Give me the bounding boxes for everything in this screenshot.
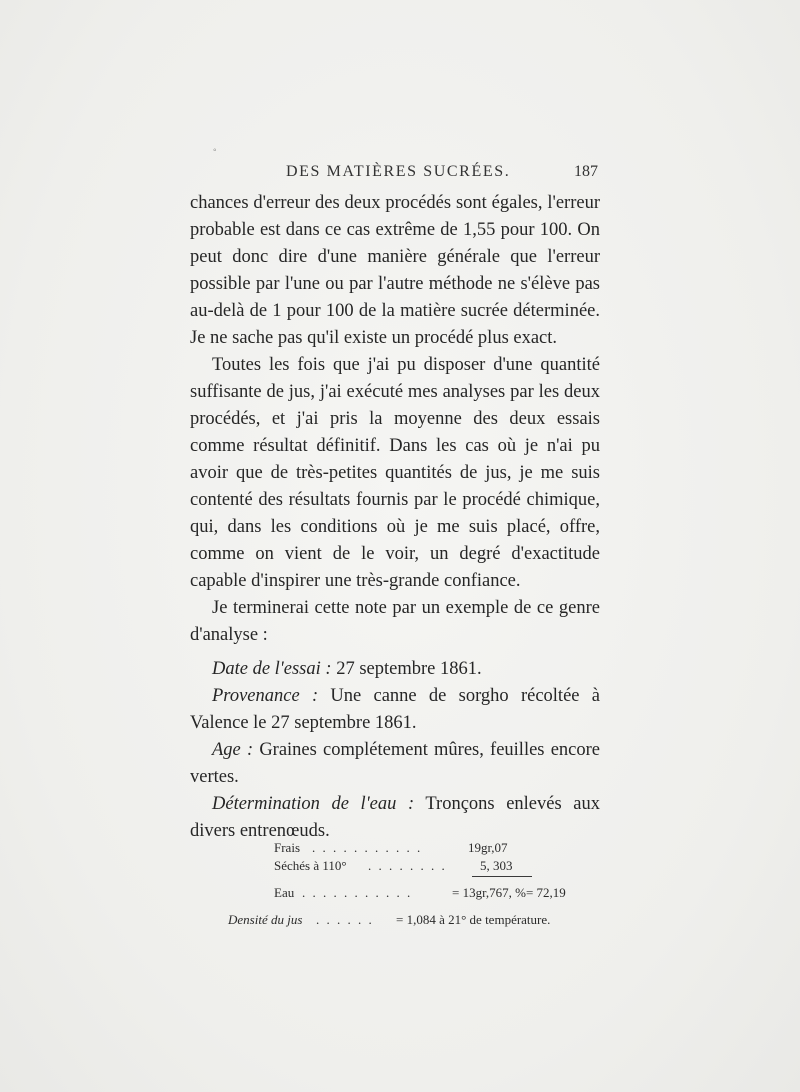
row-value: 19gr,07: [468, 840, 508, 855]
leader-dots: . . . . . .: [316, 912, 374, 927]
page-number: 187: [574, 163, 598, 180]
paragraph: Je terminerai cette note par un exemple de ce genre d'analyse :: [190, 598, 600, 645]
ink-speck: ◦: [213, 145, 217, 156]
entry-date: [190, 656, 600, 683]
leader-dots: . . . . . . . .: [368, 858, 447, 873]
row-label: Eau: [274, 885, 295, 900]
row-value: = 13gr,767, %= 72,19: [452, 885, 566, 900]
body-text: [190, 190, 600, 845]
entry-label: Provenance :: [212, 686, 319, 706]
table-row: [190, 858, 610, 876]
leader-dots: . . . . . . . . . . .: [312, 840, 423, 855]
row-label: Densité du jus: [228, 912, 303, 927]
paragraph: Toutes les fois que j'ai pu disposer d'une quantité suffisante de jus, j'ai exécuté mes analyses par les deux procédés, et j'ai pris la moyenne des deux essais comme résultat définitif. Dans les cas où je n'ai pu avoir que de très-petites quantités de jus, je me suis contenté des résultats fournis par le procédé chimique, qui, dans les conditions où je me suis placé, offre, comme on vient de le voir, un degré d'exactitude capable d'inspirer une très-grande confiance.: [190, 355, 600, 591]
entry-text: Tronçons enlevés aux divers entrenœuds.: [190, 794, 600, 841]
entry-text: 27 septembre 1861.: [331, 659, 482, 679]
row-value: = 1,084 à 21° de température.: [396, 912, 551, 927]
running-title: DES MATIÈRES SUCRÉES.: [286, 163, 511, 180]
table-row: [190, 840, 610, 858]
entry-text: Une canne de sorgho récoltée à Valence le 27 septembre 1861.: [190, 686, 600, 733]
table-row: [190, 885, 610, 903]
entry-provenance: [190, 683, 600, 737]
paragraph-continued: chances d'erreur des deux procédés sont égales, l'erreur probable est dans ce cas extrême de 1,55 pour 100. On peut donc dire d'une manière générale que l'erreur possible par l'une ou par l'autre méthode ne s'élève pas au-delà de 1 pour 100 de la matière sucrée déterminée. Je ne sache pas qu'il existe un procédé plus exact.: [190, 193, 600, 348]
row-label: Frais: [274, 840, 300, 855]
running-head: [190, 163, 600, 187]
entry-water: [190, 791, 600, 845]
entry-label: Age :: [212, 740, 254, 760]
row-value: 5, 303: [480, 858, 513, 873]
table-row: [190, 912, 610, 930]
entry-label: Date de l'essai :: [212, 659, 332, 679]
entry-text: Graines complétement mûres, feuilles encore vertes.: [190, 740, 600, 787]
entry-age: [190, 737, 600, 791]
row-label: Séchés à 110°: [274, 858, 347, 873]
sum-rule: [472, 876, 532, 877]
entry-label: Détermination de l'eau :: [212, 794, 415, 814]
leader-dots: . . . . . . . . . . .: [302, 885, 413, 900]
